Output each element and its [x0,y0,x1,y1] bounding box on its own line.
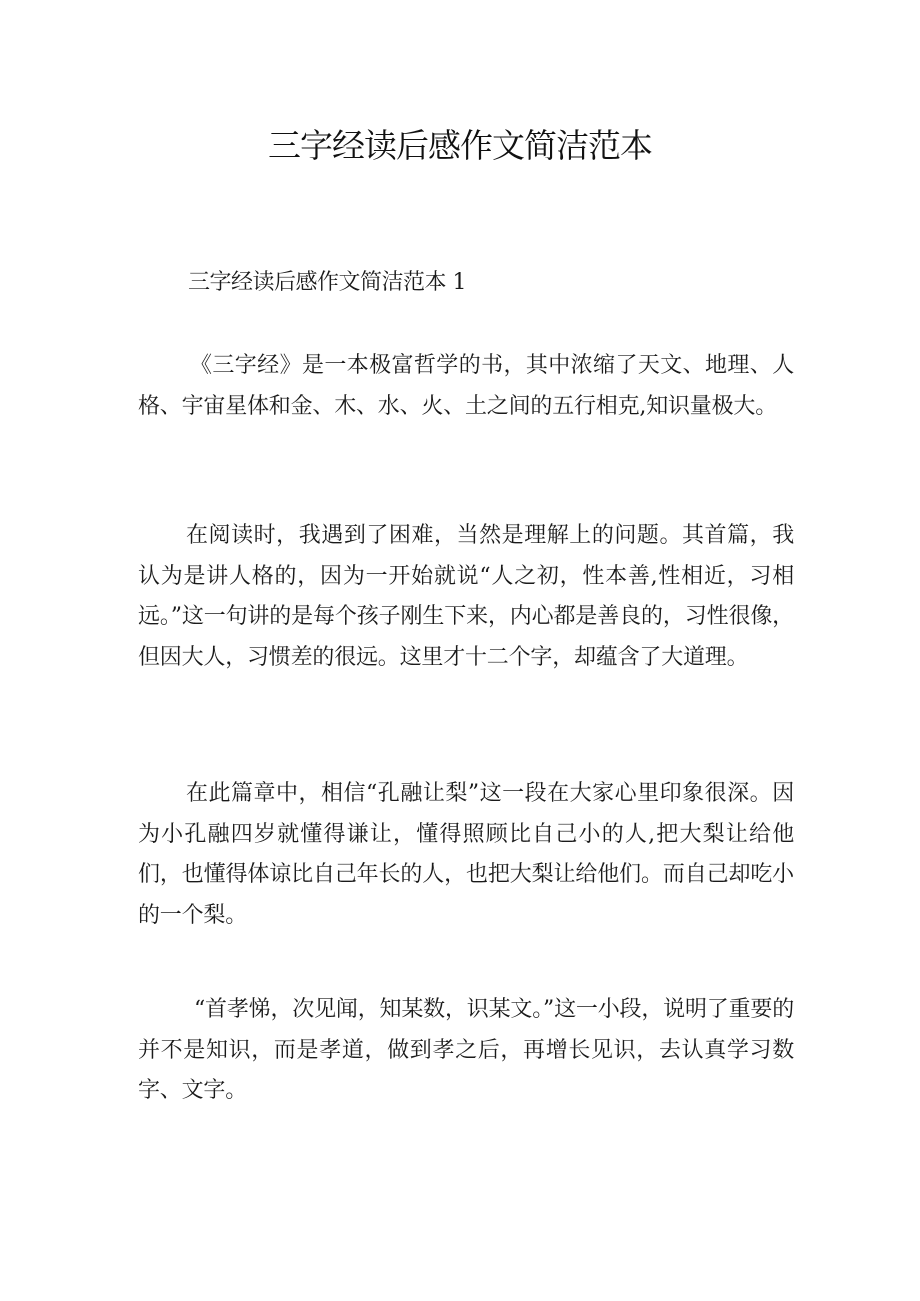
document-title: 三字经读后感作文简洁范本 [268,126,652,165]
section-heading: 三字经读后感作文简洁范本 1 [188,270,466,295]
paragraph-1: 《三字经》是一本极富哲学的书，其中浓缩了天文、地理、人格、宇宙星体和金、木、水、火、土之间的五行相克,知识量极大。 [138,353,794,419]
paragraph-3: 在此篇章中，相信“孔融让梨”这一段在大家心里印象很深。因为小孔融四岁就懂得谦让，懂得照顾比自己小的人,把大梨让给他们，也懂得体谅比自己年长的人，也把大梨让给他们。而自己却吃小的一个梨。 [138,781,794,928]
paragraph-4: “首孝悌，次见闻，知某数，识某文。”这一小段，说明了重要的并不是知识，而是孝道，做到孝之后，再增长见识，去认真学习数字、文字。 [138,997,794,1103]
paragraph-2: 在阅读时，我遇到了困难，当然是理解上的问题。其首篇，我认为是讲人格的，因为一开始就说“人之初，性本善,性相近，习相远。”这一句讲的是每个孩子刚生下来，内心都是善良的，习性很像，但因大人，习惯差的很远。这里才十二个字，却蕴含了大道理。 [138,523,794,670]
